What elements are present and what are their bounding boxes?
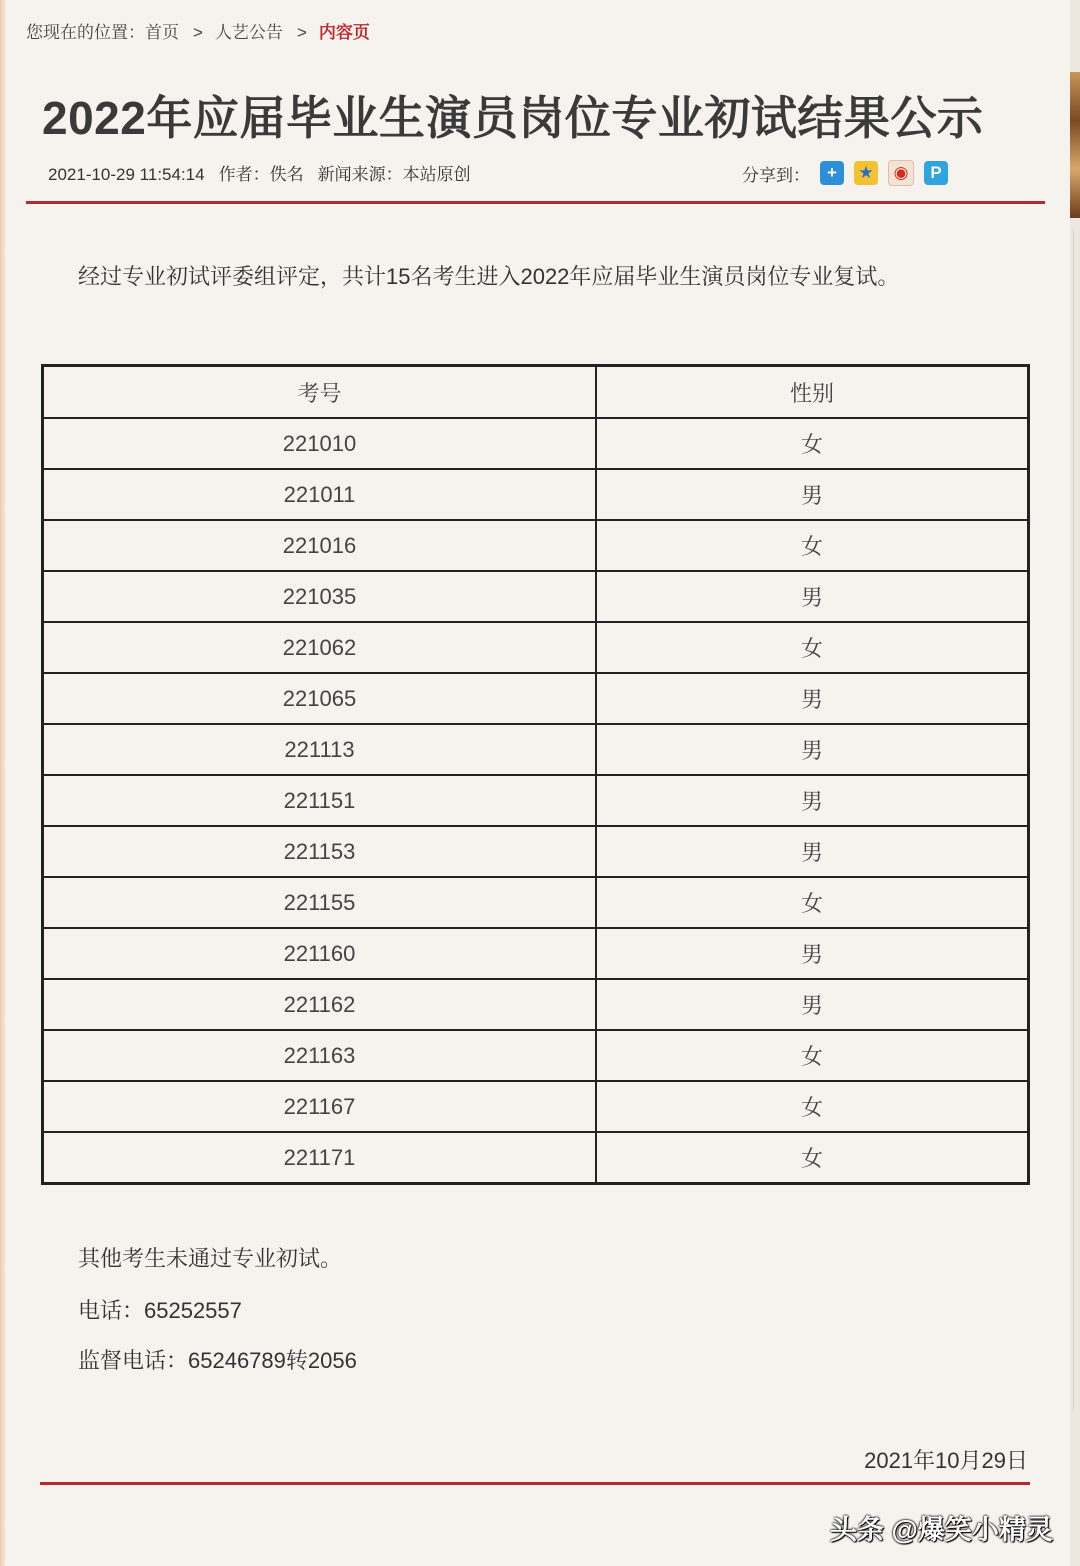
exam-number-cell: 221155: [43, 877, 597, 928]
side-decoration-image: [1070, 72, 1080, 218]
exam-number-cell: 221151: [43, 775, 597, 826]
column-header-gender: 性别: [596, 366, 1029, 419]
share-bar: [742, 160, 948, 186]
exam-number-cell: 221035: [43, 571, 597, 622]
table-row: [43, 775, 1029, 826]
gender-cell: 男: [596, 571, 1029, 622]
exam-number-cell: 221160: [43, 928, 597, 979]
table-row: [43, 673, 1029, 724]
gender-cell: 男: [596, 979, 1029, 1030]
gender-cell: 男: [596, 469, 1029, 520]
exam-number-cell: 221011: [43, 469, 597, 520]
table-header-row: [43, 366, 1029, 419]
exam-number-cell: 221010: [43, 418, 597, 469]
breadcrumb-prefix: 您现在的位置：: [26, 23, 145, 42]
table-row: [43, 571, 1029, 622]
plus-share-icon[interactable]: +: [820, 161, 844, 185]
table-row: [43, 469, 1029, 520]
exam-number-cell: 221153: [43, 826, 597, 877]
qzone-icon[interactable]: ★: [854, 161, 878, 185]
page-title: 2022年应届毕业生演员岗位专业初试结果公示: [42, 92, 984, 144]
note-paragraph: 其他考生未通过专业初试。: [78, 1246, 343, 1271]
exam-number-cell: 221163: [43, 1030, 597, 1081]
page-left-edge: [0, 0, 6, 1566]
breadcrumb-separator: >: [193, 23, 203, 42]
watermark: 头条 @爆笑小精灵: [830, 1515, 1053, 1545]
gender-cell: 女: [596, 1030, 1029, 1081]
intro-paragraph: 经过专业初试评委组评定，共计15名考生进入2022年应届毕业生演员岗位专业复试。: [78, 264, 900, 289]
table-row: [43, 877, 1029, 928]
table-row: [43, 1030, 1029, 1081]
phone-line: 电话：65252557: [78, 1298, 242, 1323]
table-row: [43, 418, 1029, 469]
weibo-icon[interactable]: ◉: [888, 160, 914, 186]
author: 作者：佚名: [218, 165, 304, 184]
gender-cell: 女: [596, 1132, 1029, 1184]
breadcrumb-separator: >: [296, 23, 307, 42]
breadcrumb-link-home[interactable]: 首页: [145, 23, 179, 42]
news-source: 新闻来源：本站原创: [317, 165, 471, 184]
results-table: [41, 364, 1030, 1185]
gender-cell: 男: [596, 775, 1029, 826]
table-row: [43, 1081, 1029, 1132]
gender-cell: 女: [596, 418, 1029, 469]
p-share-icon[interactable]: P: [924, 161, 948, 185]
gender-cell: 女: [596, 520, 1029, 571]
gender-cell: 女: [596, 622, 1029, 673]
gender-cell: 男: [596, 826, 1029, 877]
table-row: [43, 520, 1029, 571]
footer-divider: [40, 1482, 1030, 1485]
gender-cell: 女: [596, 1081, 1029, 1132]
table-row: [43, 826, 1029, 877]
article-meta: [48, 160, 485, 185]
column-header-exam-number: 考号: [43, 366, 597, 419]
exam-number-cell: 221162: [43, 979, 597, 1030]
exam-number-cell: 221062: [43, 622, 597, 673]
exam-number-cell: 221016: [43, 520, 597, 571]
breadcrumb-link-announcements[interactable]: 人艺公告: [214, 23, 283, 42]
header-divider: [26, 201, 1045, 204]
page-right-edge: [1070, 0, 1080, 1566]
supervision-phone-line: 监督电话：65246789转2056: [78, 1348, 357, 1373]
publish-date: 2021年10月29日: [864, 1448, 1028, 1473]
exam-number-cell: 221171: [43, 1132, 597, 1184]
exam-number-cell: 221065: [43, 673, 597, 724]
table-row: [43, 928, 1029, 979]
table-row: [43, 622, 1029, 673]
breadcrumb-current: 内容页: [318, 23, 370, 42]
share-label: 分享到：: [742, 165, 810, 185]
side-divider: [1073, 230, 1074, 1410]
exam-number-cell: 221167: [43, 1081, 597, 1132]
table-row: [43, 724, 1029, 775]
exam-number-cell: 221113: [43, 724, 597, 775]
gender-cell: 男: [596, 724, 1029, 775]
gender-cell: 男: [596, 928, 1029, 979]
gender-cell: 男: [596, 673, 1029, 724]
gender-cell: 女: [596, 877, 1029, 928]
table-row: [43, 979, 1029, 1030]
breadcrumb: [26, 18, 370, 43]
table-row: [43, 1132, 1029, 1184]
publish-datetime: 2021-10-29 11:54:14: [48, 165, 205, 184]
